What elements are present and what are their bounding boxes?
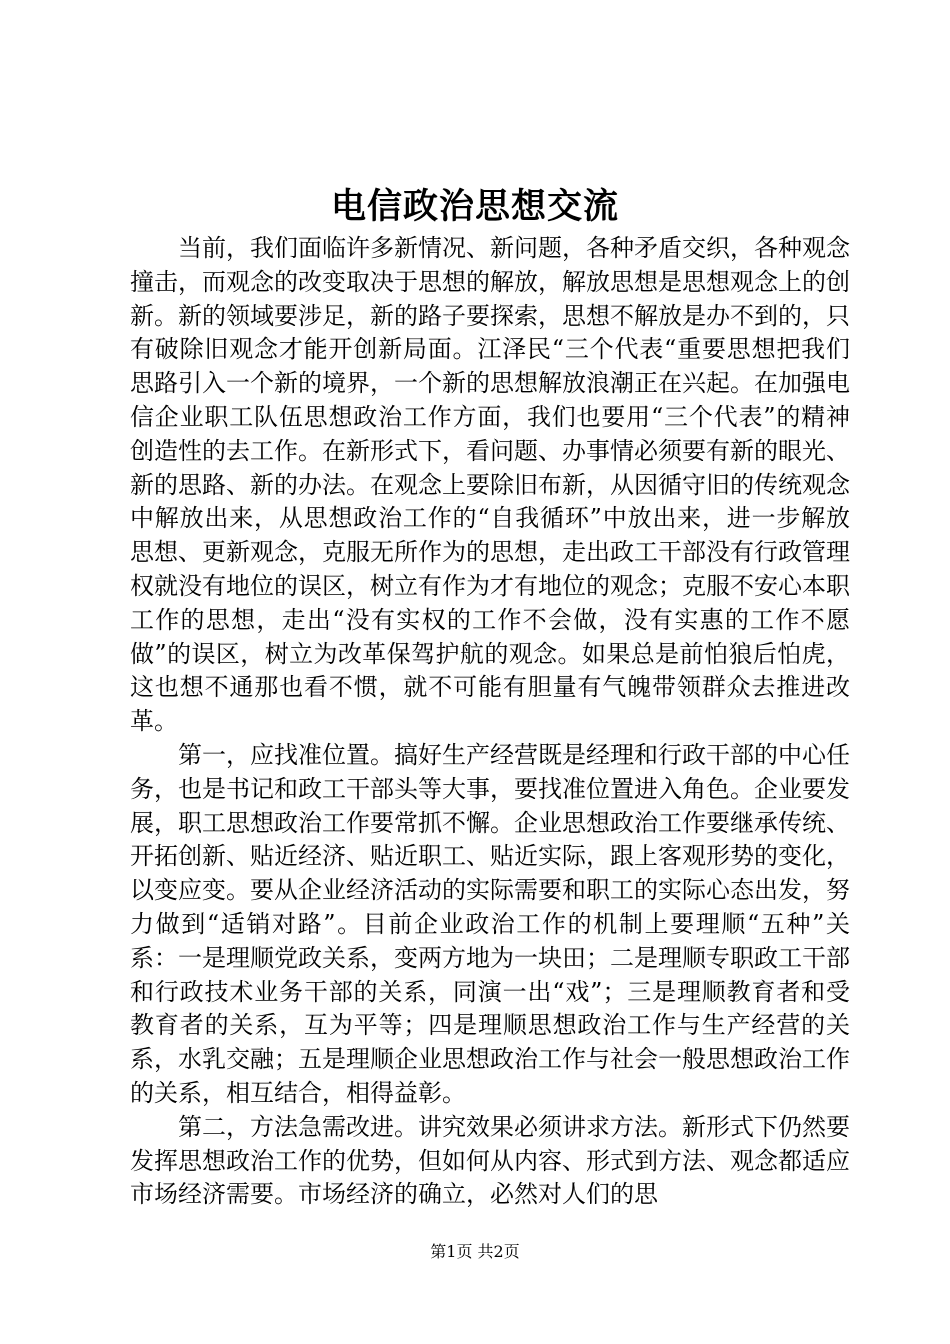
page-number-footer: 第1页 共2页	[430, 1242, 520, 1261]
paragraph-intro: 当前，我们面临许多新情况、新问题，各种矛盾交织，各种观念撞击，而观念的改变取决于思想的解放，解放思想是思想观念上的创新。新的领域要涉足，新的路子要探索，思想不解放是办不到的，只有破除旧观念才能开创新局面。江泽民“三个代表“重要思想把我们思路引入一个新的境界，一个新的思想解放浪潮正在兴起。在加强电信企业职工队伍思想政治工作方面，我们也要用“三个代表”的精神创造性的去工作。在新形式下，看问题、办事情必须要有新的眼光、新的思路、新的办法。在观念上要除旧布新，从因循守旧的传统观念中解放出来，从思想政治工作的“自我循环”中放出来，进一步解放思想、更新观念，克服无所作为的思想，走出政工干部没有行政管理权就没有地位的误区，树立有作为才有地位的观念；克服不安心本职工作的思想，走出“没有实权的工作不会做，没有实惠的工作不愿做”的误区，树立为改革保驾护航的观念。如果总是前怕狼后怕虎，这也想不通那也看不惯，就不可能有胆量有气魄带领群众去推进改革。	[130, 234, 850, 736]
document-body	[130, 232, 850, 1212]
paragraph-second-point: 第二，方法急需改进。讲究效果必须讲求方法。新形式下仍然要发挥思想政治工作的优势，但如何从内容、形式到方法、观念都适应市场经济需要。市场经济的确立，必然对人们的思	[130, 1112, 850, 1209]
document-title: 电信政治思想交流	[330, 186, 619, 227]
paragraph-first-point: 第一，应找准位置。搞好生产经营既是经理和行政干部的中心任务，也是书记和政工干部头等大事，要找准位置进入角色。企业要发展，职工思想政治工作要常抓不懈。企业思想政治工作要继承传统、开拓创新、贴近经济、贴近职工、贴近实际，跟上客观形势的变化，以变应变。要从企业经济活动的实际需要和职工的实际心态出发，努力做到“适销对路”。目前企业政治工作的机制上要理顺“五种”关系：一是理顺党政关系，变两方地为一块田；二是理顺专职政工干部和行政技术业务干部的关系，同演一出“戏”；三是理顺教育者和受教育者的关系，互为平等；四是理顺思想政治工作与生产经营的关系，水乳交融；五是理顺企业思想政治工作与社会一般思想政治工作的关系，相互结合，相得益彰。	[130, 740, 850, 1107]
